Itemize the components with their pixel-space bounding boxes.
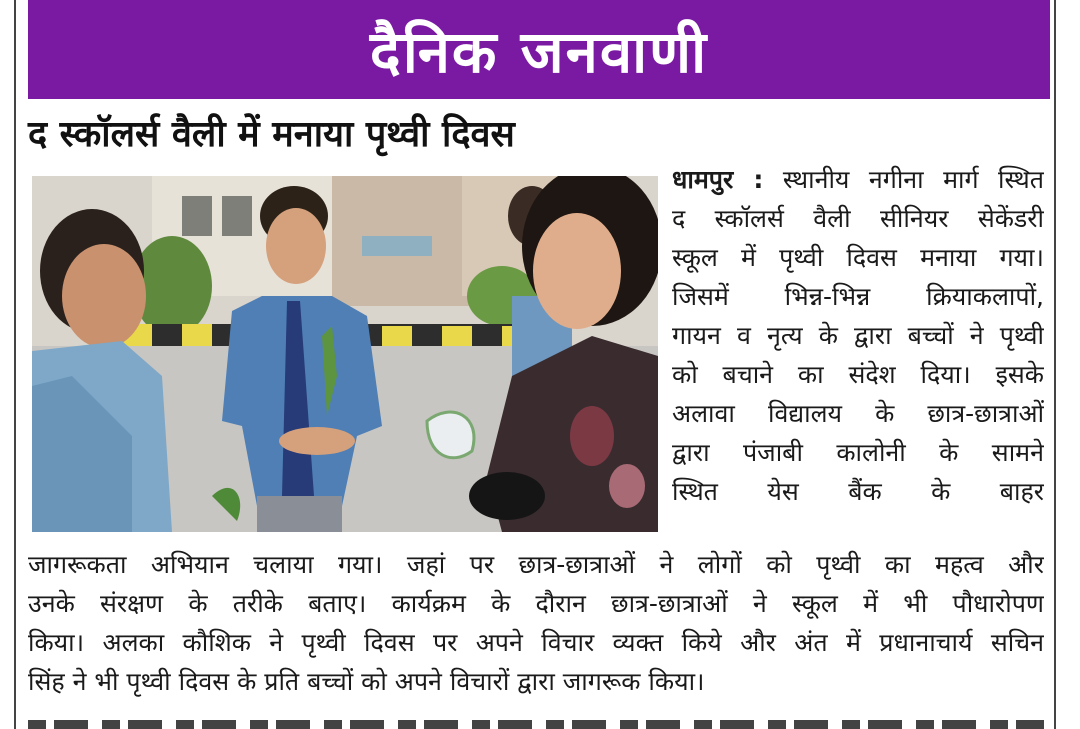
- newspaper-title: दैनिक जनवाणी: [369, 18, 709, 86]
- body-line-1: जागरूकता अभियान चलाया गया। जहां पर छात्र-छात्राओं ने लोगों को पृथ्वी का महत्व और: [28, 550, 1044, 579]
- body-line-3: किया। अलका कौशिक ने पृथ्वी दिवस पर अपने विचार व्यक्त किये और अंत में प्रधानाचार्य सचिन: [28, 628, 1044, 657]
- cropped-next-headline: [28, 712, 1044, 729]
- column-line-9: स्थित येस बैंक के बाहर: [672, 477, 1044, 506]
- article-column-text: [672, 160, 1044, 511]
- column-line-4: जिसमें भिन्न-भिन्न क्रियाकलापों,: [672, 282, 1044, 311]
- dateline: धामपुर :: [672, 165, 764, 194]
- body-line-2: उनके संरक्षण के तरीके बताए। कार्यक्रम के दौरान छात्र-छात्राओं ने स्कूल में भी पौधारोपण: [28, 589, 1044, 618]
- column-line-7: अलावा विद्यालय के छात्र-छात्राओं: [672, 399, 1044, 428]
- article-headline: द स्कॉलर्स वैली में मनाया पृथ्वी दिवस: [28, 114, 515, 155]
- article-photo: [32, 176, 658, 532]
- column-line-6: को बचाने का संदेश दिया। इसके: [672, 360, 1044, 389]
- column-line-2: द स्कॉलर्स वैली सीनियर सेकेंडरी: [672, 204, 1044, 233]
- body-line-4: सिंह ने भी पृथ्वी दिवस के प्रति बच्चों को अपने विचारों द्वारा जागरूक किया।: [28, 667, 705, 696]
- column-line-5: गायन व नृत्य के द्वारा बच्चों ने पृथ्वी: [672, 321, 1044, 350]
- column-line-1: धामपुर : स्थानीय नगीना मार्ग स्थित: [672, 165, 1044, 194]
- article-body-text: [28, 545, 1044, 701]
- masthead: [28, 0, 1050, 99]
- column-line-8: द्वारा पंजाबी कालोनी के सामने: [672, 438, 1044, 467]
- column-line-3: स्कूल में पृथ्वी दिवस मनाया गया।: [672, 243, 1044, 272]
